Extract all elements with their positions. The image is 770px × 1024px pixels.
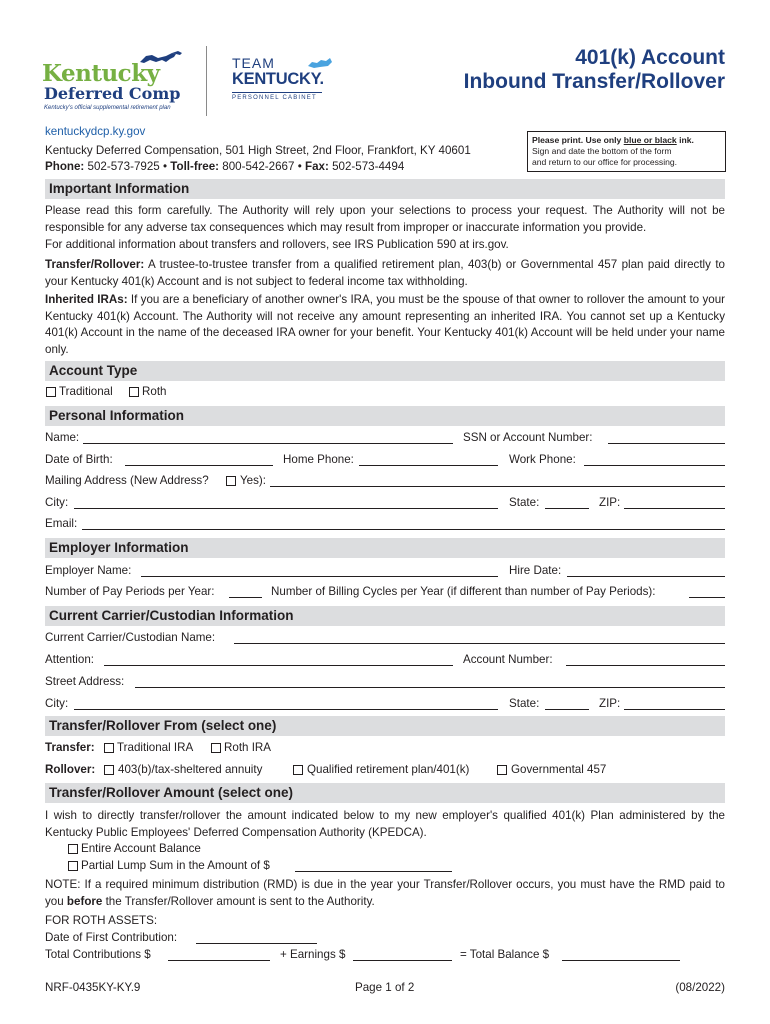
- street-address-field[interactable]: [135, 687, 725, 688]
- checkbox-roth[interactable]: [129, 387, 139, 397]
- partial-amount-field[interactable]: [295, 871, 452, 872]
- label-street-address: Street Address:: [45, 675, 125, 688]
- total-balance-field[interactable]: [562, 960, 680, 961]
- mailing-address-field[interactable]: [270, 486, 725, 487]
- label-governmental-457: Governmental 457: [511, 763, 607, 776]
- label-roth: Roth: [142, 385, 167, 398]
- page-number: Page 1 of 2: [355, 981, 415, 994]
- first-contribution-field[interactable]: [196, 943, 317, 944]
- label-entire-balance: Entire Account Balance: [81, 842, 201, 855]
- kentucky-deferred-comp-logo: [42, 50, 192, 112]
- rmd-note-text-2: the Transfer/Rollover amount is sent to the Authority.: [102, 894, 375, 908]
- rmd-note: [45, 877, 725, 910]
- label-email: Email:: [45, 517, 78, 530]
- name-field[interactable]: [83, 443, 453, 444]
- address-text: Kentucky Deferred Compensation, 501 High Street, 2nd Floor, Frankfort, KY 40601: [45, 144, 471, 157]
- label-total-contributions: Total Contributions $: [45, 948, 151, 961]
- label-state: State:: [509, 496, 540, 509]
- rmd-note-before: before: [66, 894, 103, 908]
- label-rollover: Rollover:: [45, 763, 96, 776]
- carrier-zip-field[interactable]: [624, 709, 725, 710]
- billing-cycles-field[interactable]: [689, 597, 725, 598]
- phone-label: Phone:: [45, 160, 85, 173]
- work-phone-field[interactable]: [584, 465, 725, 466]
- checkbox-partial-lump-sum[interactable]: [68, 861, 78, 871]
- website-link[interactable]: kentuckydcp.ky.gov: [45, 125, 146, 138]
- section-transfer-from: Transfer/Rollover From (select one): [45, 716, 725, 736]
- label-403b: 403(b)/tax-sheltered annuity: [118, 763, 263, 776]
- fax-number: 502-573-4494: [332, 160, 405, 173]
- label-earnings: + Earnings $: [280, 948, 346, 961]
- label-total-balance: = Total Balance $: [460, 948, 550, 961]
- checkbox-governmental-457[interactable]: [497, 765, 507, 775]
- logo-tagline: Kentucky's official supplemental retirement plan: [44, 105, 171, 111]
- label-pay-periods: Number of Pay Periods per Year:: [45, 585, 215, 598]
- account-number-field[interactable]: [566, 665, 725, 666]
- title-line-2: Inbound Transfer/Rollover: [463, 70, 725, 93]
- phone-number: 502-573-7925: [87, 160, 160, 173]
- phone-line: [45, 159, 471, 175]
- logo-personnel-cabinet: PERSONNEL CABINET: [232, 92, 322, 101]
- carrier-name-field[interactable]: [234, 643, 725, 644]
- label-yes: Yes):: [240, 474, 266, 487]
- contact-block: [45, 124, 471, 175]
- section-personal-information: Personal Information: [45, 406, 725, 426]
- zip-field[interactable]: [624, 508, 725, 509]
- checkbox-new-address[interactable]: [226, 476, 236, 486]
- notice-text-1: Please print. Use only: [532, 135, 624, 145]
- label-hire-date: Hire Date:: [509, 564, 562, 577]
- label-work-phone: Work Phone:: [509, 453, 576, 466]
- logo-team-word: TEAM: [232, 55, 275, 71]
- label-employer-name: Employer Name:: [45, 564, 132, 577]
- earnings-field[interactable]: [353, 960, 452, 961]
- email-field[interactable]: [82, 529, 725, 530]
- checkbox-roth-ira[interactable]: [211, 743, 221, 753]
- carrier-state-field[interactable]: [545, 709, 589, 710]
- label-home-phone: Home Phone:: [283, 453, 354, 466]
- label-transfer: Transfer:: [45, 741, 95, 754]
- checkbox-traditional[interactable]: [46, 387, 56, 397]
- section-transfer-amount: Transfer/Rollover Amount (select one): [45, 783, 725, 803]
- checkbox-traditional-ira[interactable]: [104, 743, 114, 753]
- label-attention: Attention:: [45, 653, 94, 666]
- notice-underline: blue or black: [623, 135, 677, 145]
- ssn-field[interactable]: [608, 443, 725, 444]
- employer-name-field[interactable]: [141, 576, 498, 577]
- total-contributions-field[interactable]: [168, 960, 270, 961]
- label-carrier-city: City:: [45, 697, 69, 710]
- label-partial-lump-sum: Partial Lump Sum in the Amount of $: [81, 859, 270, 872]
- inherited-ira-text: If you are a beneficiary of another owner's IRA, you must be the spouse of that owner to rollover the amount to your Kentucky 401(k) Account. The Authority will not receive any amount representing an inherited IRA. You cannot set up a Kentucky 401(k) Account in the name of the deceased IRA owner for your benefit. Your Kentucky 401(k) Account will be held under your name only.: [45, 293, 726, 356]
- tollfree-label: Toll-free:: [170, 160, 220, 173]
- checkbox-403b[interactable]: [104, 765, 114, 775]
- city-field[interactable]: [74, 508, 498, 509]
- label-mailing-address: Mailing Address (New Address?: [45, 474, 209, 487]
- tollfree-number: 800-542-2667: [222, 160, 295, 173]
- label-traditional-ira: Traditional IRA: [117, 741, 194, 754]
- state-field[interactable]: [545, 508, 589, 509]
- amount-intro: I wish to directly transfer/rollover the amount indicated below to my new employer's qualified 401(k) Plan administered by the Kentucky Public Employees' Deferred Compensation Authority (KPEDCA).: [45, 809, 725, 839]
- section-account-type: Account Type: [45, 361, 725, 381]
- notice-text-2: ink.: [676, 135, 694, 145]
- logo-word-deferred-comp: Deferred Comp: [44, 84, 181, 103]
- label-billing-cycles: Number of Billing Cycles per Year (if different than number of Pay Periods):: [271, 585, 656, 598]
- label-roth-ira: Roth IRA: [224, 741, 272, 754]
- team-kentucky-logo: [232, 56, 342, 101]
- roth-assets-heading: FOR ROTH ASSETS:: [45, 914, 158, 927]
- inherited-ira-paragraph: [45, 292, 725, 358]
- form-date: (08/2022): [675, 981, 725, 994]
- notice-line-2: Sign and date the bottom of the form: [532, 146, 672, 156]
- section-important-information: Important Information: [45, 179, 725, 199]
- label-carrier-zip: ZIP:: [599, 697, 621, 710]
- dob-field[interactable]: [125, 465, 273, 466]
- logo-divider: [206, 46, 207, 116]
- label-first-contribution: Date of First Contribution:: [45, 931, 178, 944]
- bullet: •: [162, 160, 168, 173]
- fax-label: Fax:: [304, 160, 329, 173]
- label-qualified-401k: Qualified retirement plan/401(k): [307, 763, 470, 776]
- inherited-ira-label: Inherited IRAs:: [45, 293, 128, 306]
- ink-notice-box: [527, 131, 726, 172]
- label-date-of-birth: Date of Birth:: [45, 453, 113, 466]
- attention-field[interactable]: [104, 665, 453, 666]
- title-line-1: 401(k) Account: [575, 46, 725, 69]
- checkbox-entire-balance[interactable]: [68, 844, 78, 854]
- carrier-city-field[interactable]: [74, 709, 498, 710]
- label-zip: ZIP:: [599, 496, 621, 509]
- kentucky-state-icon: [308, 58, 332, 68]
- hire-date-field[interactable]: [567, 576, 725, 577]
- home-phone-field[interactable]: [359, 465, 498, 466]
- page-title: [464, 46, 725, 94]
- label-name: Name:: [45, 431, 80, 444]
- important-paragraph-2: For additional information about transfers and rollovers, see IRS Publication 590 at irs.gov.: [45, 238, 509, 251]
- label-carrier-name: Current Carrier/Custodian Name:: [45, 631, 216, 644]
- logo-kentucky-word: KENTUCKY.: [232, 70, 324, 88]
- pay-periods-field[interactable]: [229, 597, 262, 598]
- checkbox-qualified-401k[interactable]: [293, 765, 303, 775]
- logo-word-kentucky: Kentucky: [42, 60, 160, 87]
- section-current-carrier: Current Carrier/Custodian Information: [45, 606, 725, 626]
- bullet: •: [297, 160, 302, 173]
- transfer-rollover-text: A trustee-to-trustee transfer from a qualified retirement plan, 403(b) or Governmental 457 plan paid directly to your Kentucky 401(k) Account and is not subject to federal income tax withholding.: [45, 258, 725, 288]
- label-traditional: Traditional: [59, 385, 113, 398]
- rmd-note-text-1: NOTE: If a required minimum distribution (RMD) is due in the year your Transfer/Rollover occurs, you must have the RMD paid to you: [45, 878, 725, 908]
- label-account-number: Account Number:: [463, 653, 553, 666]
- section-employer-information: Employer Information: [45, 538, 725, 558]
- transfer-rollover-label: Transfer/Rollover:: [45, 258, 145, 271]
- important-paragraph-1: Please read this form carefully. The Authority will rely upon your selections to process your request. The Authority will not be responsible for any adverse tax consequences which may result from improper or inaccurate information you provide.: [45, 204, 725, 234]
- label-carrier-state: State:: [509, 697, 540, 710]
- transfer-rollover-paragraph: [45, 257, 725, 290]
- notice-line-3: and return to our office for processing.: [532, 157, 678, 167]
- label-ssn: SSN or Account Number:: [463, 431, 593, 444]
- label-city: City:: [45, 496, 69, 509]
- form-id: NRF-0435KY-KY.9: [45, 981, 141, 994]
